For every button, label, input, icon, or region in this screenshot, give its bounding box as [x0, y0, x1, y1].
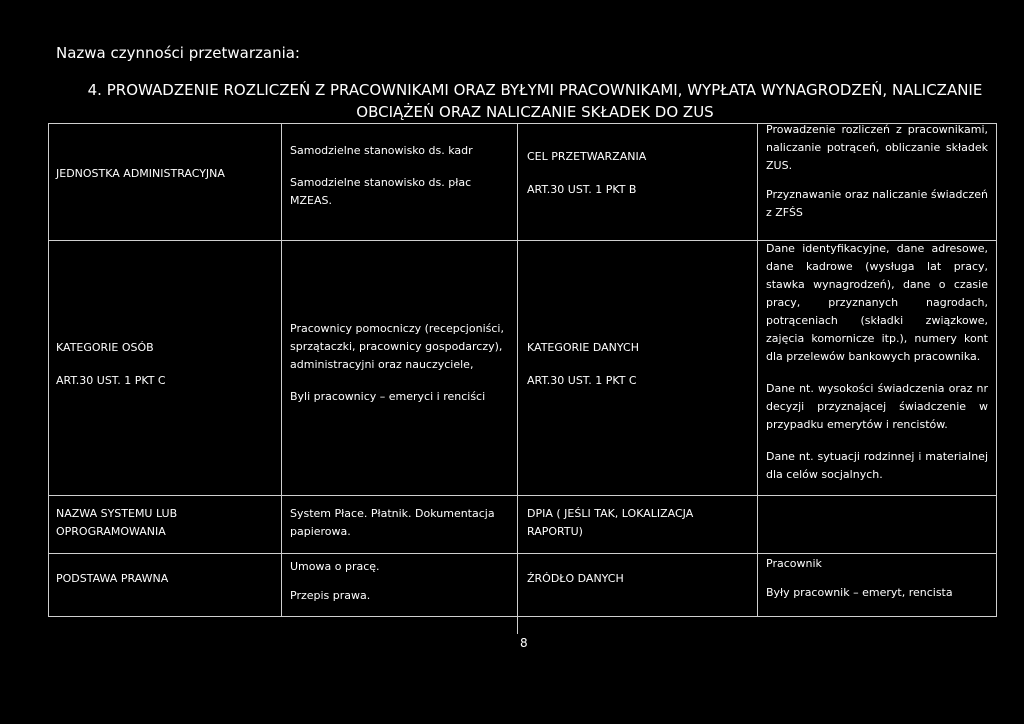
col-divider-3	[757, 123, 758, 617]
table-left-border	[48, 123, 49, 617]
purpose-label: CEL PRZETWARZANIA	[527, 150, 647, 163]
data-category-values	[766, 240, 988, 484]
data-item: Dane identyfikacyjne, dane adresowe, dane kadrowe (wysługa lat pracy, stawka wynagrodzeń), dane o czasie pracy, przyznanych nagrodach, potrąceniach (składki związkowe, zajęcia komornicze itp.), numery kont dla przelewów bankowych pracownika.	[766, 242, 988, 363]
system-label: NAZWA SYSTEMU LUB OPROGRAMOWANIA	[56, 507, 178, 538]
unit-item: Samodzielne stanowisko ds. płac	[290, 176, 472, 189]
data-source-item: Pracownik	[766, 557, 822, 570]
data-source-values	[766, 555, 988, 602]
table-bottom-border	[48, 616, 996, 617]
person-category-label-cell	[56, 339, 276, 390]
admin-unit-label: JEDNOSTKA ADMINISTRACYJNA	[56, 167, 225, 180]
legal-basis-label: PODSTAWA PRAWNA	[56, 572, 169, 585]
unit-item: MZEAS.	[290, 194, 332, 207]
person-item: Pracownicy pomocniczy (recepcjoniści, sprzątaczki, pracownicy gospodarczy), administracyjni oraz nauczyciele,	[290, 322, 504, 371]
purpose-text: Prowadzenie rozliczeń z pracownikami, naliczanie potrąceń, obliczanie składek ZUS.	[766, 123, 988, 172]
admin-unit-values	[290, 142, 510, 210]
section-heading: Nazwa czynności przetwarzania:	[56, 44, 300, 62]
person-category-values	[290, 320, 512, 406]
page-number: 8	[520, 636, 528, 650]
table-right-border	[996, 123, 997, 617]
data-category-basis: ART.30 UST. 1 PKT C	[527, 374, 637, 387]
activity-title-line2: OBCIĄŻEŃ ORAZ NALICZANIE SKŁADEK DO ZUS	[356, 103, 714, 121]
system-value: System Płace. Płatnik. Dokumentacja papierowa.	[290, 507, 495, 538]
data-category-label-cell	[527, 339, 747, 390]
legal-basis-item: Przepis prawa.	[290, 589, 371, 602]
activity-title-line1: 4. PROWADZENIE ROZLICZEŃ Z PRACOWNIKAMI ORAZ BYŁYMI PRACOWNIKAMI, WYPŁATA WYNAGRODZEŃ, NALICZANIE	[87, 81, 983, 99]
person-category-basis: ART.30 UST. 1 PKT C	[56, 374, 166, 387]
data-category-label: KATEGORIE DANYCH	[527, 341, 639, 354]
row-divider-2	[48, 495, 996, 496]
purpose-text-cell	[766, 121, 988, 222]
legal-basis-item: Umowa o pracę.	[290, 560, 380, 573]
legal-basis-values	[290, 558, 510, 605]
person-item: Byli pracownicy – emeryci i renciści	[290, 390, 486, 403]
unit-item: Samodzielne stanowisko ds. kadr	[290, 144, 473, 157]
data-source-label: ŹRÓDŁO DANYCH	[527, 572, 624, 585]
col-divider-2	[517, 123, 518, 634]
data-item: Dane nt. wysokości świadczenia oraz nr decyzji przyznającej świadczenie w przypadku emerytów i rencistów.	[766, 382, 988, 431]
data-source-item: Były pracownik – emeryt, rencista	[766, 586, 953, 599]
row-divider-3	[48, 553, 996, 554]
person-category-label: KATEGORIE OSÓB	[56, 341, 154, 354]
col-divider-1	[281, 123, 282, 617]
data-item: Dane nt. sytuacji rodzinnej i materialnej dla celów socjalnych.	[766, 450, 988, 481]
dpia-label: DPIA ( JEŚLI TAK, LOKALIZACJA RAPORTU)	[527, 507, 694, 538]
purpose-basis: ART.30 UST. 1 PKT B	[527, 183, 637, 196]
purpose-text: Przyznawanie oraz naliczanie świadczeń z ZFŚS	[766, 188, 988, 219]
purpose-label-cell	[527, 148, 747, 199]
